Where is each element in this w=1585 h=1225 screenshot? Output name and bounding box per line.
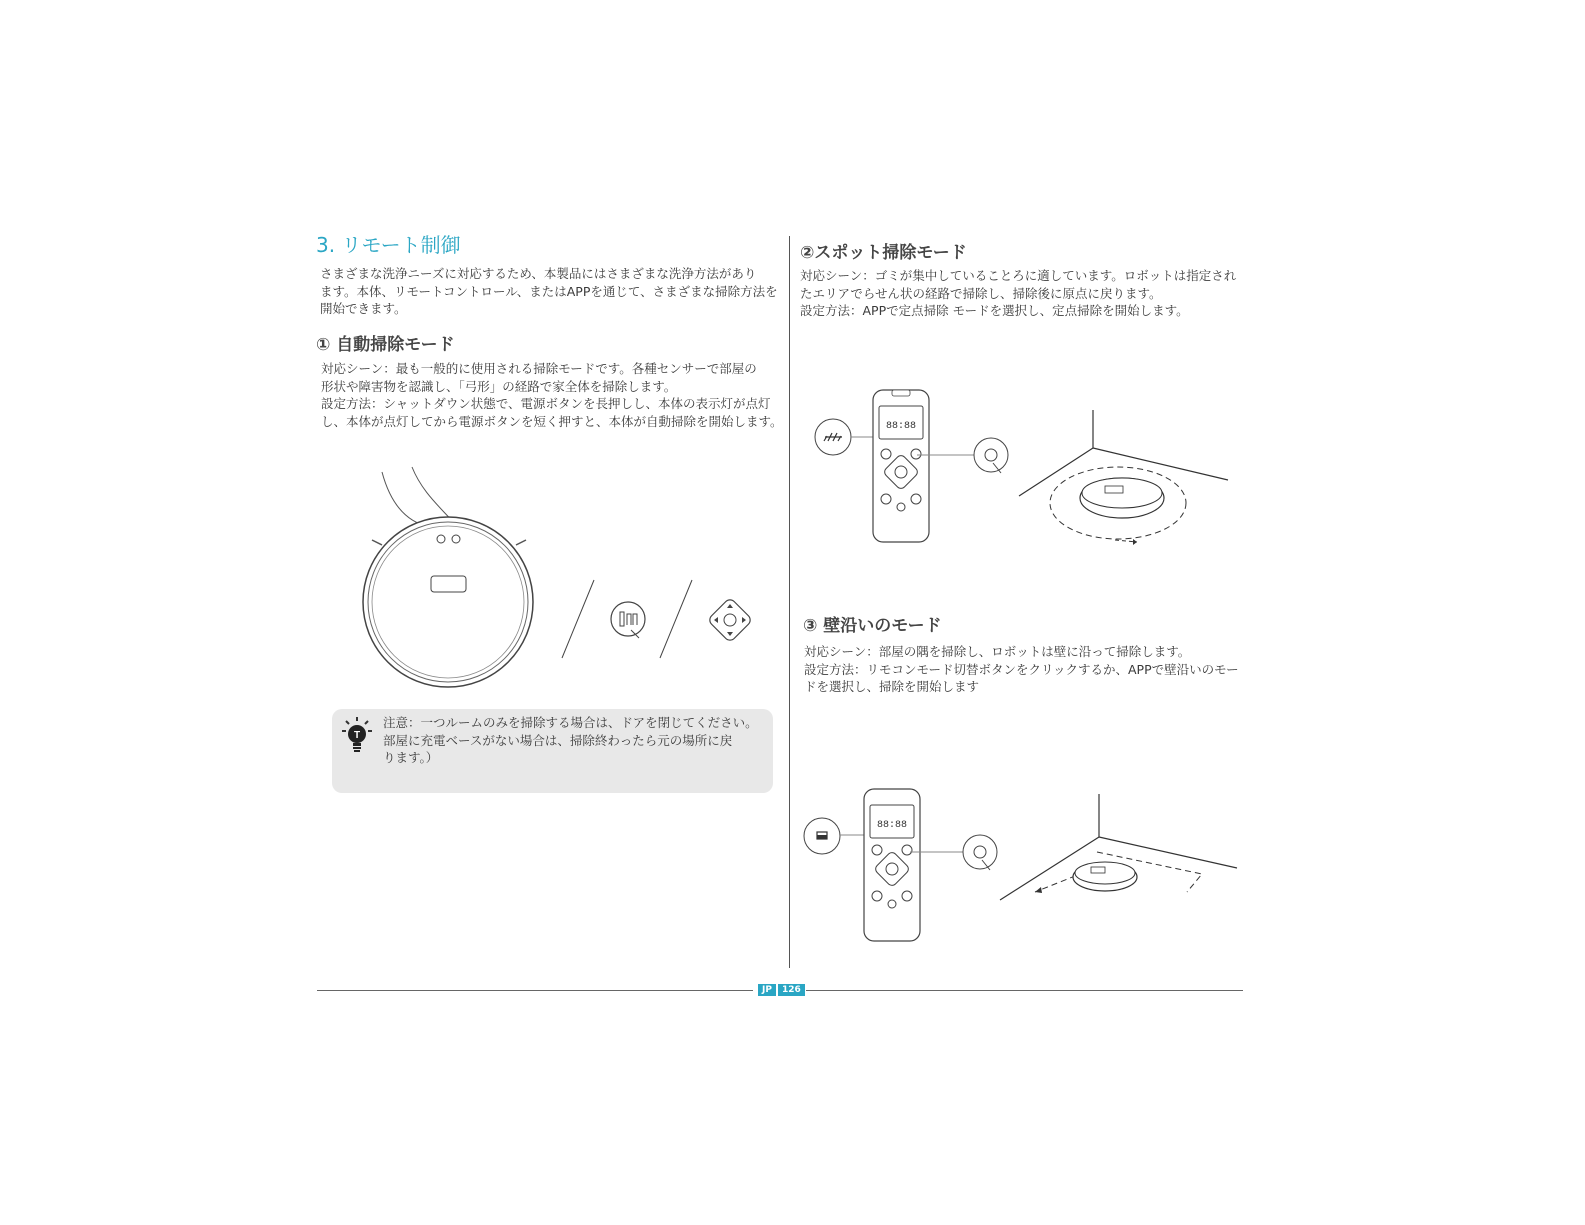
wall-mode-line: 設定方法：リモコンモード切替ボタンをクリックするか、APPで壁沿いのモー xyxy=(804,661,1239,677)
remote-display: 88:88 xyxy=(876,820,908,831)
note-text xyxy=(383,714,758,767)
footer-lang: JP xyxy=(758,984,776,996)
lightbulb-letter: T xyxy=(353,730,361,741)
footer-rule-right xyxy=(806,990,1243,991)
spot-mode-line: 設定方法：APPで定点掃除 モードを選択し、定点掃除を開始します。 xyxy=(800,303,1189,318)
spot-button-zoom-icon xyxy=(973,437,1013,477)
wall-room-illustration xyxy=(997,792,1239,904)
auto-mode-line: 設定方法：シャットダウン状態で、電源ボタンを長押しし、本体の表示灯が点灯 xyxy=(321,396,771,411)
wall-mode-text xyxy=(804,643,1239,696)
auto-mode-title: ① 自動掃除モード xyxy=(316,335,455,355)
section-intro xyxy=(320,265,778,318)
wall-mode-line: 対応シーン：部屋の隅を掃除し、ロボットは壁に沿って掃除します。 xyxy=(804,644,1191,659)
robot-vacuum-top-icon xyxy=(360,462,540,692)
spot-mode-text xyxy=(800,267,1236,320)
page-number-badge xyxy=(758,983,805,997)
note-line: ります。） xyxy=(383,750,439,765)
auto-mode-line: 形状や障害物を認識し、「弓形」の経路で家全体を掃除します。 xyxy=(321,378,677,394)
remote-control-icon xyxy=(872,389,932,544)
connector-line xyxy=(917,454,977,456)
spot-mode-title: ②スポット掃除モード xyxy=(800,243,967,263)
spot-clean-icon xyxy=(813,417,853,457)
auto-mode-line: 対応シーン：最も一般的に使用される掃除モードです。各種センサーで部屋の xyxy=(321,361,757,376)
column-divider xyxy=(789,236,790,968)
note-line: 注意：一つルームのみを掃除する場合は、ドアを閉じてください。 xyxy=(383,715,758,730)
auto-mode-text xyxy=(321,360,783,430)
spot-room-illustration xyxy=(1015,408,1235,553)
wall-mode-line: ドを選択し、掃除を開始します xyxy=(804,679,980,694)
connector-line xyxy=(910,851,966,853)
remote-control-icon xyxy=(863,788,923,943)
wall-button-zoom-icon xyxy=(962,834,1002,874)
spot-mode-line: 対応シーン：ゴミが集中していることろに適しています。ロボットは指定され xyxy=(800,268,1237,283)
power-button-icon xyxy=(609,600,649,640)
footer-rule-left xyxy=(317,990,753,991)
section-title: 3. リモート制御 xyxy=(316,233,461,257)
intro-line: 開始できます。 xyxy=(320,301,407,316)
wall-mode-title: ③ 壁沿いのモード xyxy=(803,616,942,636)
spot-mode-line: たエリアでらせん状の経路で掃除し、掃除後に原点に戻ります。 xyxy=(800,285,1162,301)
note-line: 部屋に充電ベースがない場合は、掃除終わったら元の場所に戻 xyxy=(383,732,733,748)
auto-mode-line: し、本体が点灯してから電源ボタンを短く押すと、本体が自動掃除を開始します。 xyxy=(321,413,783,429)
intro-line: ます。本体、リモートコントロール、またはAPPを通じて、さまざまな掃除方法を xyxy=(320,283,778,299)
lightbulb-icon xyxy=(341,716,373,756)
wall-clean-icon xyxy=(802,816,842,856)
remote-display: 88:88 xyxy=(885,421,917,432)
direction-pad-icon xyxy=(706,596,754,644)
intro-line: さまざまな洗浄ニーズに対応するため、本製品にはさまざまな洗浄方法があり xyxy=(320,266,757,281)
footer-page: 126 xyxy=(777,984,805,996)
